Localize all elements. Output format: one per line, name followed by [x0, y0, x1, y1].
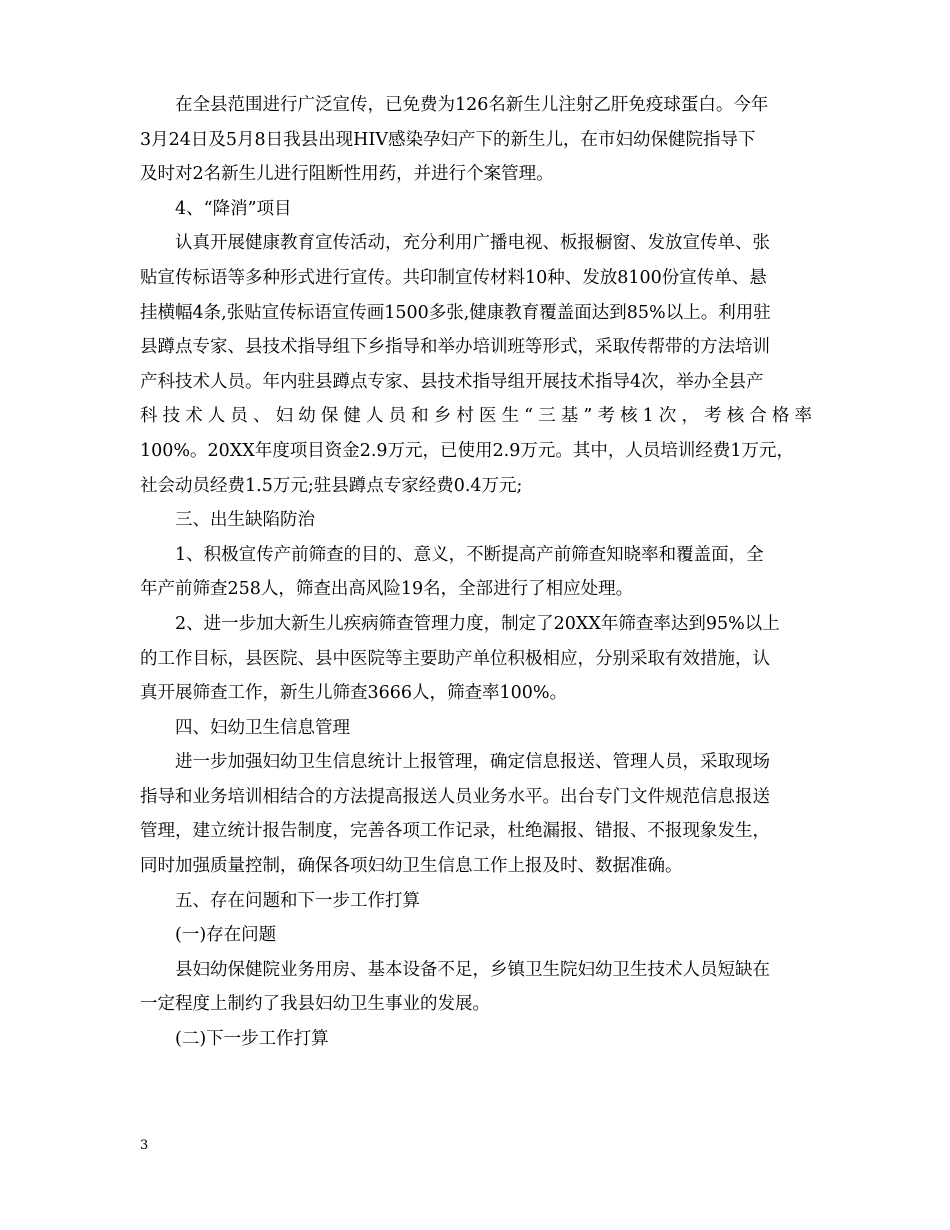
- text-line: 4、“降消”项目: [175, 198, 292, 219]
- text-line: 四、妇幼卫生信息管理: [175, 717, 350, 738]
- text-line: 一定程度上制约了我县妇幼卫生事业的发展。: [140, 994, 490, 1015]
- text-line: 1、积极宣传产前筛查的目的、意义，不断提高产前筛查知晓率和覆盖面，全: [175, 544, 764, 565]
- text-line: 产科技术人员。年内驻县蹲点专家、县技术指导组开展技术指导4次，举办全县产: [140, 371, 764, 392]
- text-line: 社会动员经费1.5万元;驻县蹲点专家经费0.4万元;: [140, 475, 523, 496]
- text-line: 县妇幼保健院业务用房、基本设备不足，乡镇卫生院妇幼卫生技术人员短缺在: [175, 959, 770, 980]
- text-line: 的工作目标，县医院、县中医院等主要助产单位积极相应，分别采取有效措施，认: [140, 648, 770, 669]
- text-line: 三、出生缺陷防治: [175, 510, 315, 531]
- text-line: 2、进一步加大新生儿疾病筛查管理力度，制定了20XX年筛查率达到95%以上: [175, 613, 780, 634]
- text-line: 五、存在问题和下一步工作打算: [175, 890, 420, 911]
- text-line: 3月24日及5月8日我县出现HIV感染孕妇产下的新生儿，在市妇幼保健院指导下: [140, 129, 756, 150]
- text-line: 县蹲点专家、县技术指导组下乡指导和举办培训班等形式，采取传帮带的方法培训: [140, 337, 770, 358]
- document-body: [140, 88, 812, 1057]
- text-line: 在全县范围进行广泛宣传，已免费为126名新生儿注射乙肝免疫球蛋白。今年: [175, 95, 769, 115]
- text-line: 挂横幅4条,张贴宣传标语宣传画1500多张,健康教育覆盖面达到85%以上。利用驻: [140, 302, 771, 323]
- text-line: 及时对2名新生儿进行阻断性用药，并进行个案管理。: [140, 164, 554, 185]
- text-line: 科技术人员、妇幼保健人员和乡村医生“三基”考核1次，考核合格率: [140, 406, 812, 427]
- text-line: 年产前筛查258人，筛查出高风险19名，全部进行了相应处理。: [140, 579, 634, 600]
- text-line: 指导和业务培训相结合的方法提高报送人员业务水平。出台专门文件规范信息报送: [140, 786, 770, 807]
- text-line: 同时加强质量控制，确保各项妇幼卫生信息工作上报及时、数据准确。: [140, 856, 683, 877]
- text-line: (一)存在问题: [175, 925, 277, 946]
- text-line: 进一步加强妇幼卫生信息统计上报管理，确定信息报送、管理人员，采取现场: [175, 752, 770, 773]
- text-line: 100%。20XX年度项目资金2.9万元，已使用2.9万元。其中，人员培训经费1万元，: [140, 440, 795, 461]
- text-line: 真开展筛查工作，新生儿筛查3666人，筛查率100%。: [140, 683, 568, 704]
- text-line: 认真开展健康教育宣传活动，充分利用广播电视、板报橱窗、发放宣传单、张: [175, 233, 770, 254]
- text-line: (二)下一步工作打算: [175, 1029, 329, 1050]
- text-line: 管理，建立统计报告制度，完善各项工作记录，杜绝漏报、错报、不报现象发生，: [140, 821, 770, 842]
- text-line: 贴宣传标语等多种形式进行宣传。共印制宣传材料10种、发放8100份宣传单、悬: [140, 267, 767, 288]
- page-number: 3: [140, 1138, 149, 1153]
